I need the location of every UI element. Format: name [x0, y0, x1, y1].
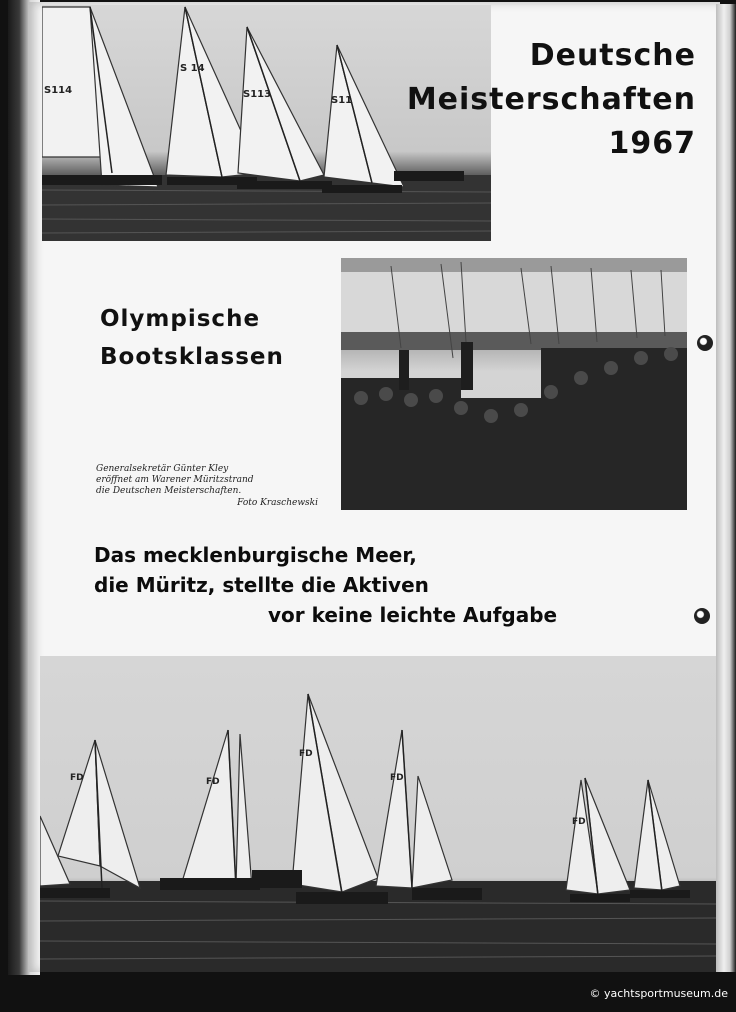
section-subtitle-line: Bootsklassen [100, 344, 284, 370]
photo-opening-ceremony [341, 258, 687, 510]
article-headline [94, 540, 557, 630]
photo-flying-dutchman-race [40, 656, 716, 972]
sail-number: FD [70, 773, 84, 783]
photo-credit: Foto Kraschewski [237, 498, 318, 508]
caption-line: eröffnet am Warener Müritzstrand [96, 475, 254, 485]
sail-number: FD [206, 777, 220, 787]
binder-hole [694, 608, 710, 624]
page-title-line: Deutsche [529, 38, 696, 73]
section-subtitle [100, 300, 284, 376]
sail-number: S114 [44, 85, 73, 96]
page-stack-edge [716, 4, 736, 972]
page-title-line: Meisterschaften [406, 82, 696, 117]
sail-number: S11 [331, 95, 353, 106]
page-title-line: 1967 [608, 126, 696, 161]
section-subtitle-line: Olympische [100, 306, 261, 332]
sail-number: S113 [243, 89, 272, 100]
caption-line: Generalsekretär Günter Kley [96, 464, 229, 474]
sail-number: FD [299, 749, 313, 759]
sail-number: FD [572, 817, 586, 827]
watermark-text: © yachtsportmuseum.de [589, 987, 728, 1000]
caption-line: die Deutschen Meisterschaften. [96, 486, 242, 496]
sail-number: FD [390, 773, 404, 783]
binder-hole [697, 335, 713, 351]
sail-number: S 14 [180, 63, 205, 74]
photo-caption [96, 464, 318, 509]
headline-line: vor keine leichte Aufgabe [268, 603, 558, 627]
headline-line: Das mecklenburgische Meer, [94, 543, 417, 567]
headline-line: die Müritz, stellte die Aktiven [94, 573, 429, 597]
page-title [407, 34, 696, 166]
